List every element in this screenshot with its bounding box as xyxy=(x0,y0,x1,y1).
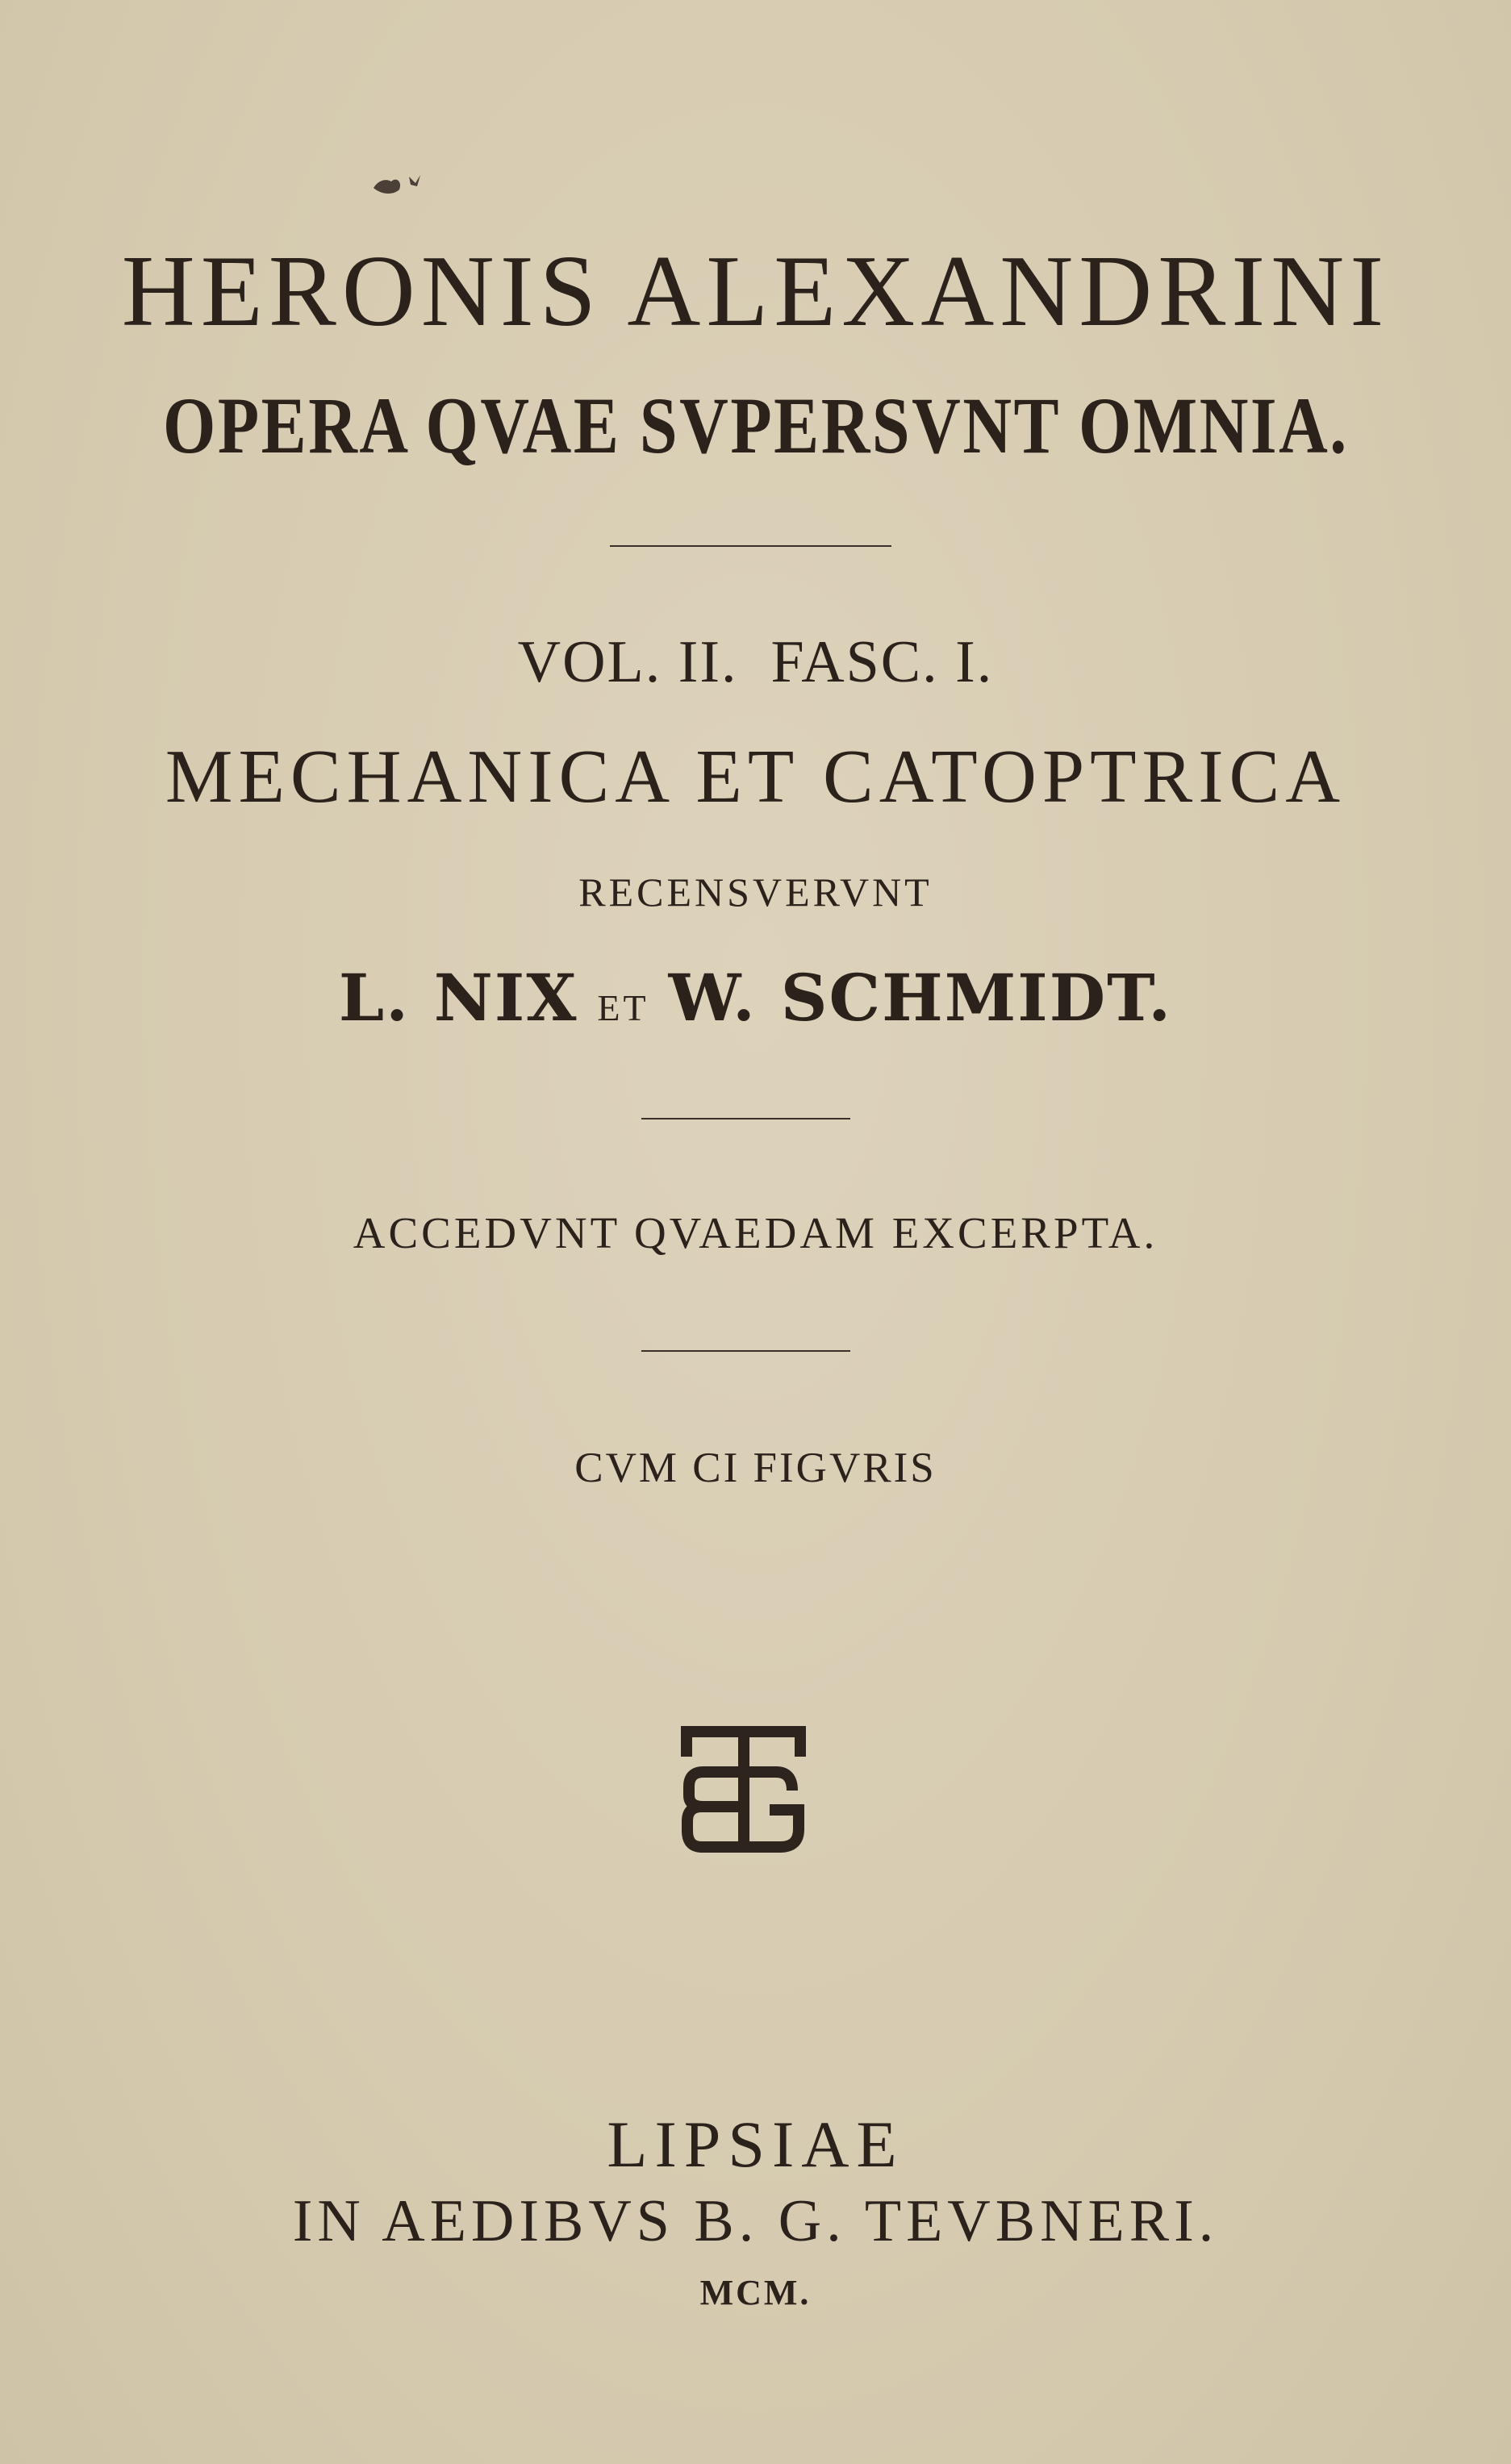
subtitle-text: OPERA QVAE SVPERSVNT OMNIA. xyxy=(162,381,1349,470)
teubner-logo-icon xyxy=(679,1726,808,1853)
divider-rule xyxy=(610,545,891,547)
figures-note: CVM CI FIGVRIS xyxy=(574,1445,937,1491)
imprint-place: LIPSIAE xyxy=(607,2108,904,2181)
book-subtitle xyxy=(0,381,1511,470)
editors xyxy=(0,960,1511,1036)
work-title: MECHANICA ET CATOPTRICA xyxy=(165,735,1346,819)
divider-rule xyxy=(641,1118,850,1119)
editor-first: L. NIX xyxy=(338,960,578,1036)
editor-second: W. SCHMIDT. xyxy=(668,960,1173,1036)
book-title: HERONIS ALEXANDRINI xyxy=(121,236,1390,348)
editor-conjunction: ET xyxy=(597,987,649,1028)
imprint-year: MCM. xyxy=(699,2273,812,2312)
divider-rule xyxy=(641,1350,850,1352)
recensuerunt-label: RECENSVERVNT xyxy=(578,869,933,915)
volume-fascicle: VOL. II. FASC. I. xyxy=(517,629,994,695)
imprint-publisher: IN AEDIBVS B. G. TEVBNERI. xyxy=(292,2188,1219,2254)
printer-ornament-icon xyxy=(367,165,432,202)
accedunt-note: ACCEDVNT QVAEDAM EXCERPTA. xyxy=(353,1208,1158,1257)
